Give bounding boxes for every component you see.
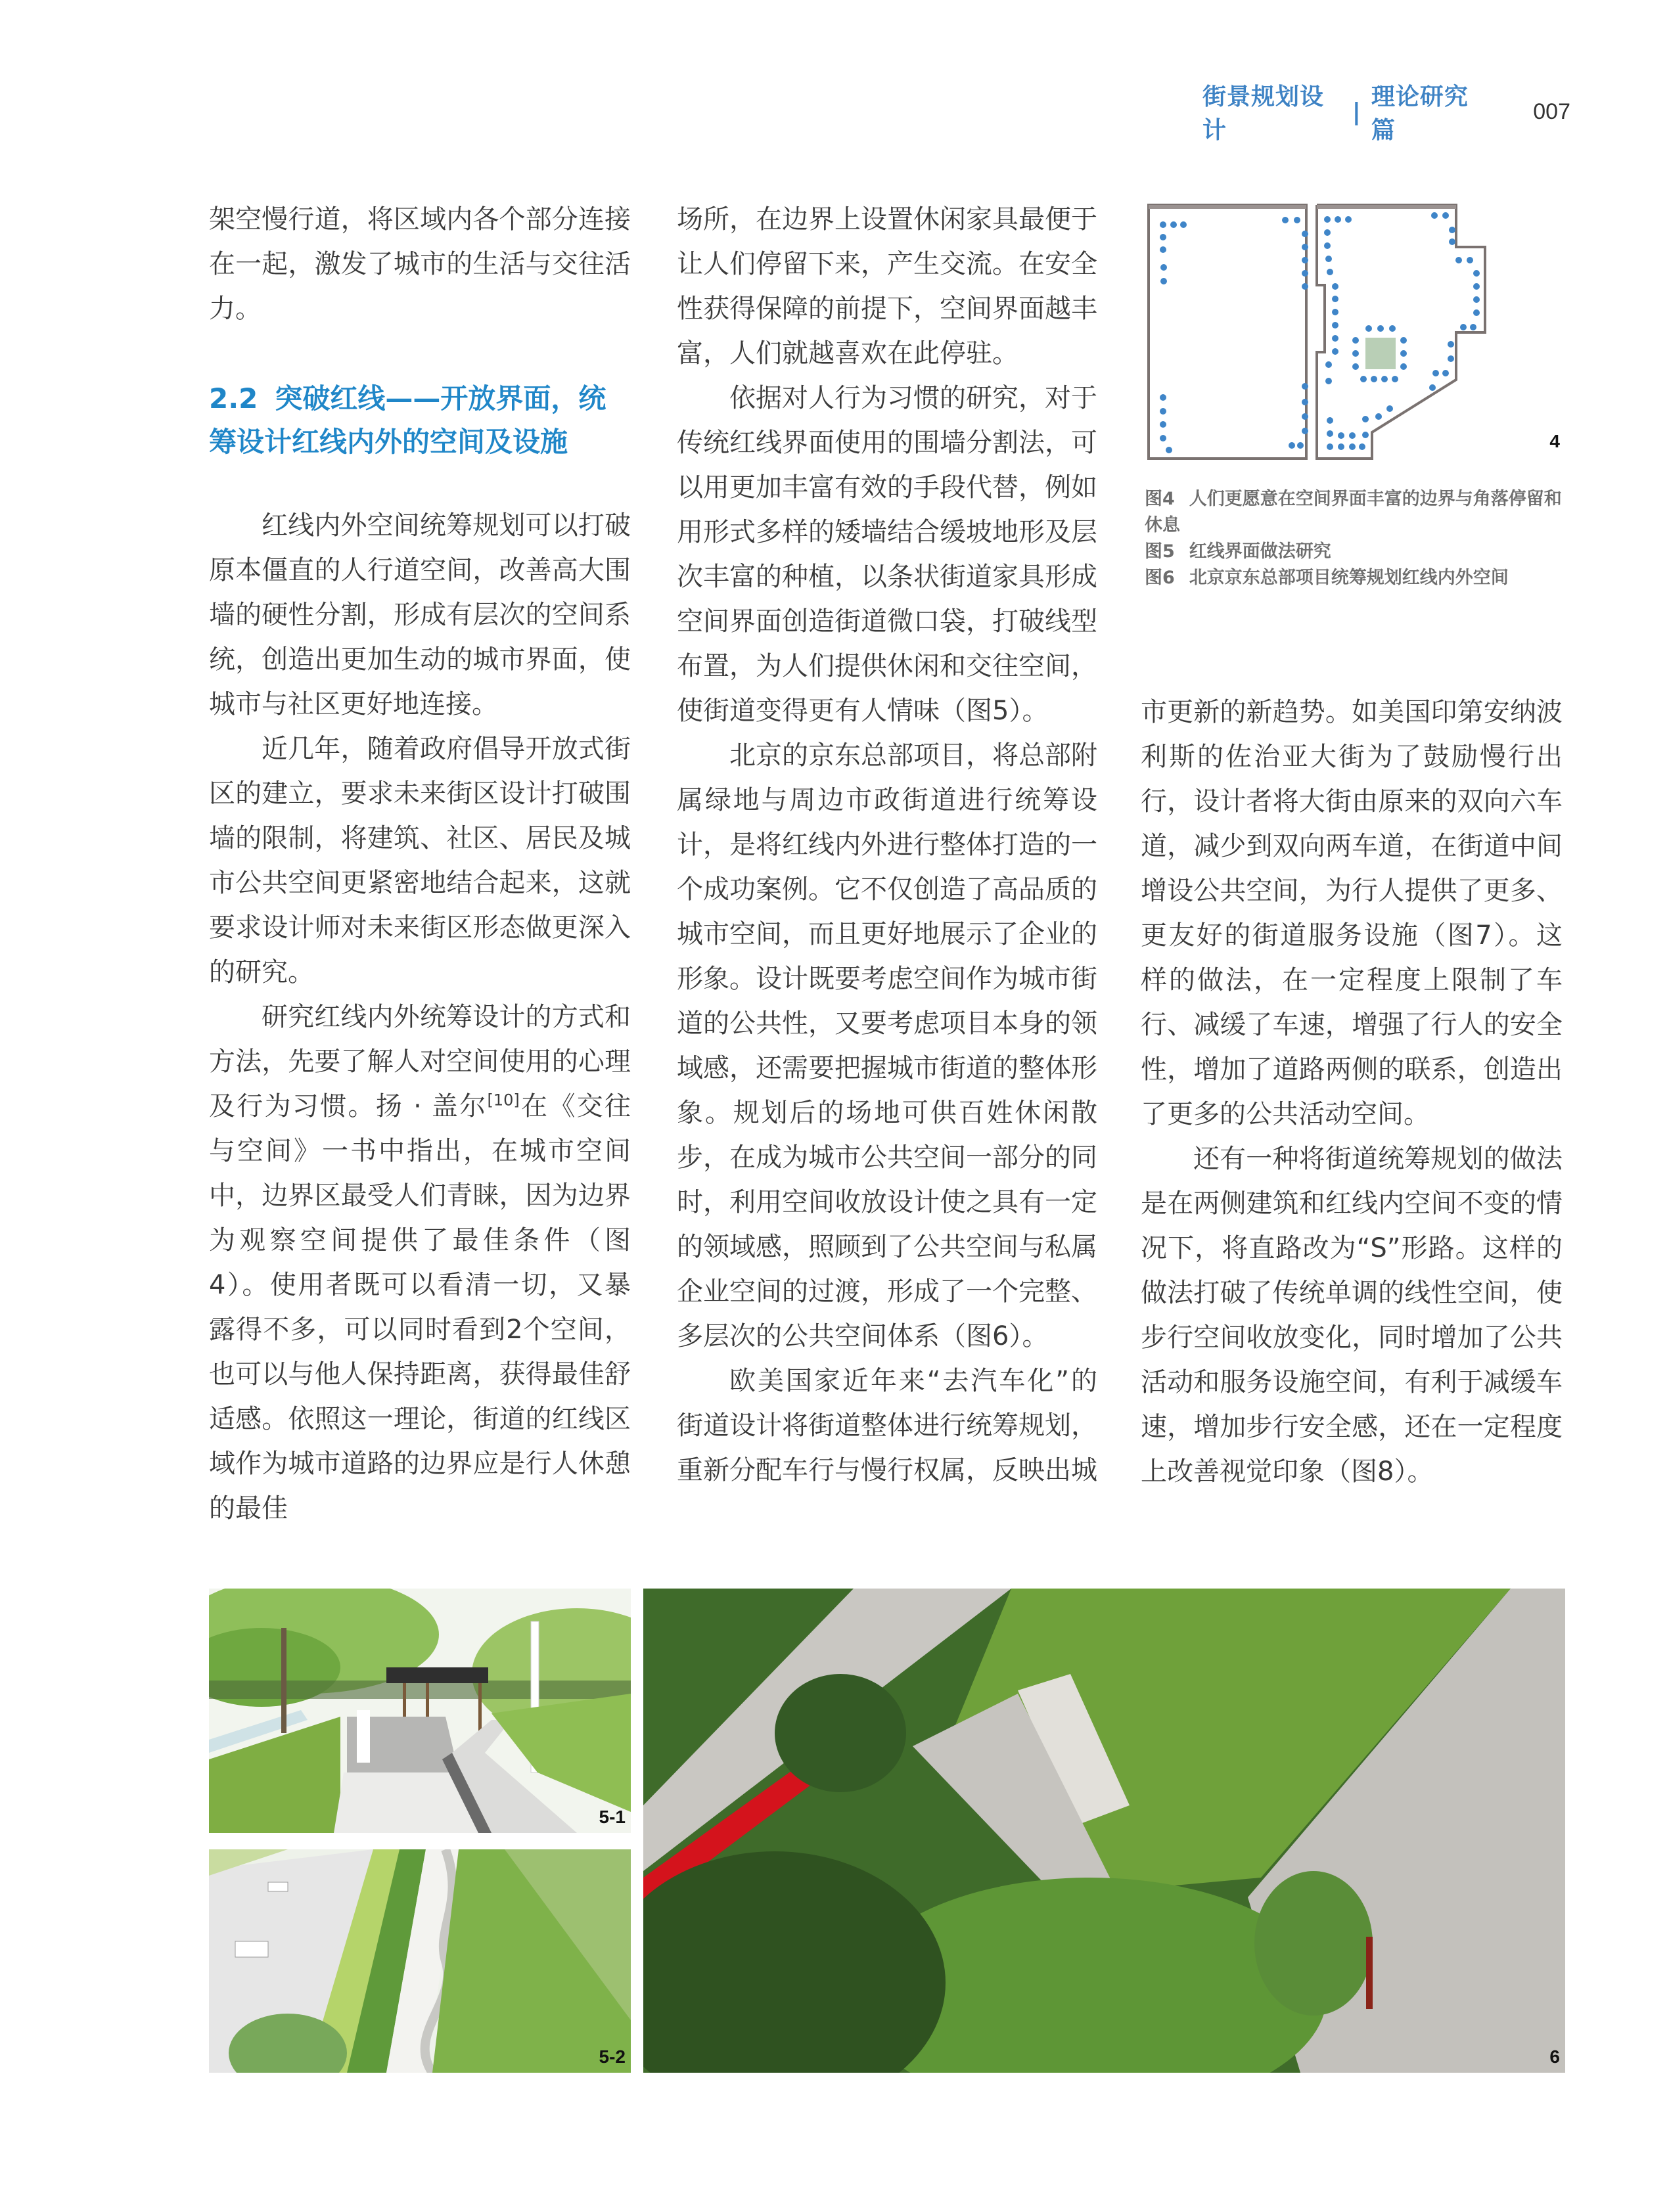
running-head bbox=[1202, 83, 1570, 144]
paragraph: 场所，在边界上设置休闲家具最便于让人们停留下来，产生交流。在安全性获得保障的前提下，空间界面越丰富，人们就越喜欢在此停驻。 bbox=[677, 204, 1097, 369]
reference-superscript: [10] bbox=[487, 1091, 520, 1110]
paragraph: 市更新的新趋势。如美国印第安纳波利斯的佐治亚大街为了鼓励慢行出行，设计者将大街由原来的双向六车道，减少到双向两车道，在街道中间增设公共空间，为行人提供了更多、更友好的街道服务设施（图7）。这样的做法，在一定程度上限制了车行、减缓了车速，增强了行人的安全性，增加了道路两侧的联系，创造出了更多的公共活动空间。 bbox=[1141, 697, 1563, 1129]
caption-number: 图5 bbox=[1145, 541, 1175, 562]
column-right bbox=[1141, 690, 1563, 1494]
paragraph: 北京的京东总部项目，将总部附属绿地与周边市政街道进行统筹设计，是将红线内外进行整体打造的一个成功案例。它不仅创造了高品质的城市空间，而且更好地展示了企业的形象。设计既要考虑空间作为城市街道的公共性，又要考虑项目本身的领域感，还需要把握城市街道的整体形象。规划后的场地可供百姓休闲散步，在成为城市公共空间一部分的同时，利用空间收放设计使之具有一定的领域感，照顾到了公共空间与私属企业空间的过渡，形成了一个完整、多层次的公共空间体系（图6）。 bbox=[677, 740, 1097, 1351]
paragraph: 还有一种将街道统筹规划的做法是在两侧建筑和红线内空间不变的情况下，将直路改为“S”形路。这样的做法打破了传统单调的线性空间，使步行空间收放变化，同时增加了公共活动和服务设施空间，有利于减缓车速，增加步行安全感，还在一定程度上改善视觉印象（图8）。 bbox=[1141, 1144, 1563, 1487]
running-head-section: 街景规划设计 bbox=[1202, 83, 1325, 144]
running-head-separator: | bbox=[1352, 98, 1361, 125]
figure-label: 5-2 bbox=[599, 2046, 626, 2067]
caption-number: 图4 bbox=[1145, 489, 1175, 509]
paragraph-text: 研究红线内外统筹设计的方式和方法，先要了解人对空间使用的心理及行为习惯。扬 · 盖尔 bbox=[209, 1002, 631, 1121]
caption-fig6 bbox=[1145, 565, 1565, 591]
caption-text: 人们更愿意在空间界面丰富的边界与角落停留和休息 bbox=[1145, 489, 1562, 535]
figure-label: 5-1 bbox=[599, 1807, 626, 1827]
caption-number: 图6 bbox=[1145, 568, 1175, 588]
figure-5-2-rendering bbox=[209, 1849, 631, 2073]
section-heading bbox=[209, 377, 631, 464]
figure-6-photo bbox=[643, 1589, 1565, 2073]
paragraph bbox=[209, 995, 631, 1531]
figure-label: 6 bbox=[1549, 2046, 1560, 2067]
paragraph: 欧美国家近年来“去汽车化”的街道设计将街道整体进行统筹规划，重新分配车行与慢行权属，反映出城 bbox=[677, 1366, 1097, 1485]
figure-4-diagram bbox=[1143, 197, 1564, 460]
caption-text: 北京京东总部项目统筹规划红线内外空间 bbox=[1189, 568, 1509, 588]
paragraph: 依据对人行为习惯的研究，对于传统红线界面使用的围墙分割法，可以用更加丰富有效的手段代替，例如用形式多样的矮墙结合缓坡地形及层次丰富的种植，以条状街道家具形成空间界面创造街道微口袋，打破线型布置，为人们提供休闲和交往空间，使街道变得更有人情味（图5）。 bbox=[677, 383, 1097, 726]
street-rendering-image bbox=[209, 1589, 631, 1833]
seating-plan-diagram bbox=[1143, 197, 1564, 460]
aerial-photo-image bbox=[643, 1589, 1565, 2073]
column-middle bbox=[677, 197, 1097, 1493]
paragraph: 架空慢行道，将区域内各个部分连接在一起，激发了城市的生活与交往活力。 bbox=[209, 204, 631, 324]
paragraph: 红线内外空间统筹规划可以打破原本僵直的人行道空间，改善高大围墙的硬性分割，形成有层次的空间系统，创造出更加生动的城市界面，使城市与社区更好地连接。 bbox=[209, 510, 631, 719]
caption-fig5 bbox=[1145, 539, 1565, 565]
paragraph-text: 在《交往与空间》一书中指出，在城市空间中，边界区最受人们青睐，因为边界为观察空间提供了最佳条件（图4）。使用者既可以看清一切，又暴露得不多，可以同时看到2个空间，也可以与他人保持距离，获得最佳舒适感。依照这一理论，街道的红线区域作为城市道路的边界应是行人休憩的最佳 bbox=[209, 1091, 631, 1524]
caption-fig4 bbox=[1145, 486, 1565, 539]
running-head-subsection: 理论研究篇 bbox=[1371, 83, 1469, 144]
figure-5-1-rendering bbox=[209, 1589, 631, 1833]
paragraph: 近几年，随着政府倡导开放式街区的建立，要求未来街区设计打破围墙的限制，将建筑、社区、居民及城市公共空间更紧密地结合起来，这就要求设计师对未来街区形态做更深入的研究。 bbox=[209, 734, 631, 987]
section-number: 2.2 bbox=[209, 382, 258, 415]
figure-captions bbox=[1145, 486, 1565, 591]
aerial-rendering-image bbox=[209, 1849, 631, 2073]
caption-text: 红线界面做法研究 bbox=[1189, 541, 1331, 562]
figure-label: 4 bbox=[1549, 431, 1560, 451]
page-number: 007 bbox=[1533, 99, 1570, 124]
section-title: 突破红线——开放界面，统筹设计红线内外的空间及设施 bbox=[209, 382, 606, 458]
column-left bbox=[209, 197, 631, 1531]
